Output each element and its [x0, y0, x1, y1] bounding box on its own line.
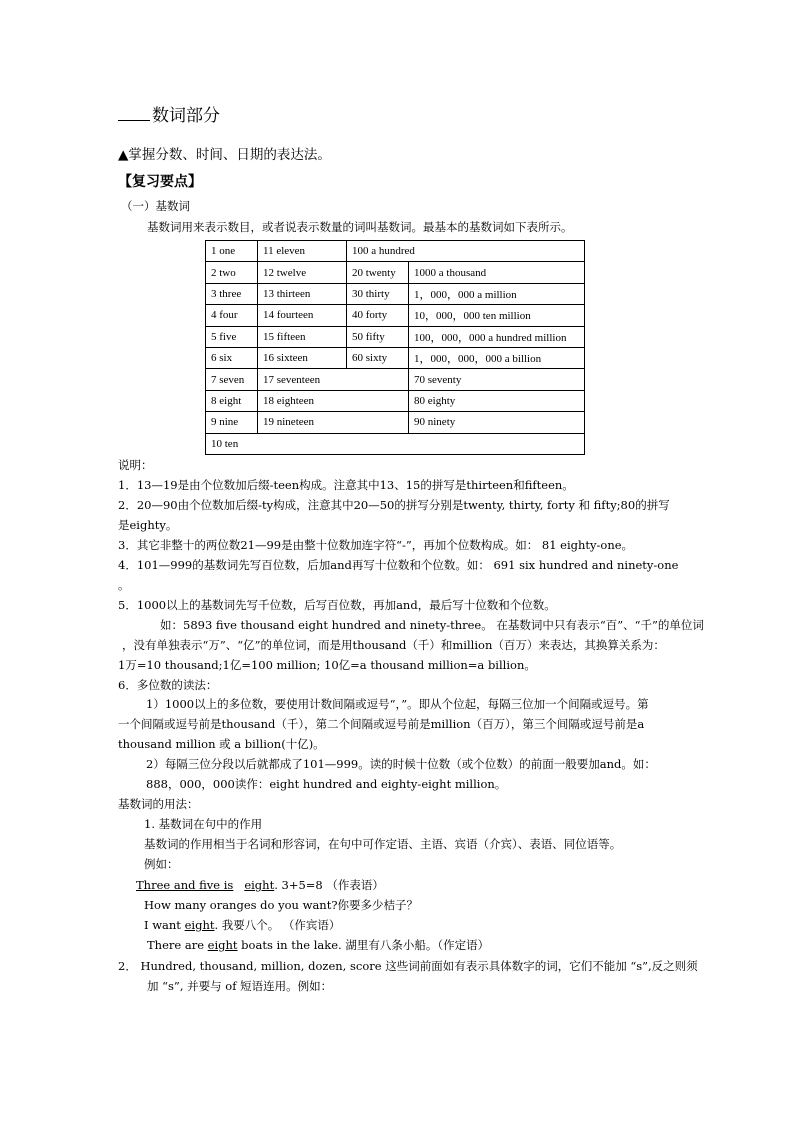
- note-2-line1: 2．20—90由个位数加后缀-ty构成，注意其中20—50的拼写分别是twenty, thirty, forty 和 fifty;80的拼写: [118, 498, 670, 512]
- example-4-rest: boats in the lake. 湖里有八条小船。（作定语）: [237, 938, 490, 952]
- title-text: 数词部分: [152, 106, 220, 126]
- table-cell: 12 twelve: [258, 262, 347, 283]
- example-3-start: I want: [144, 918, 185, 932]
- review-heading: 【复习要点】: [118, 174, 202, 190]
- note-5-line3: 1万=10 thousand;1亿=100 million; 10亿=a thousand million=a billion。: [118, 658, 536, 672]
- note-6-1-line1: 1）1000以上的多位数，要使用计数间隔或逗号“，”。即从个位起，每隔三位加一个间隔或逗号。第: [146, 697, 649, 711]
- table-cell: 14 fourteen: [258, 305, 347, 326]
- example-4-highlight: eight: [207, 938, 238, 952]
- table-row: [206, 390, 585, 411]
- table-cell: 100，000，000 a hundred million: [409, 326, 585, 347]
- note-5-example: 如：5893 five thousand eight hundred and ninety-three。 在基数词中只有表示“百”、“千”的单位词: [160, 618, 704, 632]
- example-1: [136, 878, 384, 892]
- example-1-highlight: eight: [244, 878, 275, 892]
- table-cell: 1 one: [206, 241, 258, 262]
- usage-1-description: 基数词的作用相当于名词和形容词，在句中可作定语、主语、宾语（介宾）、表语、同位语等。: [144, 837, 622, 851]
- example-1-subject: Three and five is: [136, 878, 234, 892]
- table-cell: 90 ninety: [409, 412, 585, 433]
- table-cell: 3 three: [206, 283, 258, 304]
- table-row: [206, 433, 585, 454]
- example-3: [144, 918, 340, 932]
- table-cell: 1，000，000 a million: [409, 283, 585, 304]
- table-cell: 7 seven: [206, 369, 258, 390]
- note-6-1-line3: thousand million 或 a billion(十亿)。: [118, 737, 325, 751]
- table-cell: 6 six: [206, 347, 258, 368]
- usage-heading: 基数词的用法：: [118, 797, 199, 811]
- table-row: [206, 326, 585, 347]
- note-5: 5．1000以上的基数词先写千位数，后写百位数，再加and，最后写十位数和个位数。: [118, 598, 556, 612]
- notes-heading: 说明：: [118, 458, 153, 472]
- intro-paragraph: 基数词用来表示数目，或者说表示数量的词叫基数词。最基本的基数词如下表所示。: [147, 220, 573, 234]
- usage-2-line1: 2． Hundred, thousand, million, dozen, score 这些词前面如有表示具体数字的词，它们不能加 “s”,反之则须: [118, 959, 698, 973]
- table-cell: 70 seventy: [409, 369, 585, 390]
- table-cell: 2 two: [206, 262, 258, 283]
- title-blank: [118, 106, 150, 121]
- usage-1-heading: 1. 基数词在句中的作用: [144, 817, 263, 831]
- table-row: [206, 283, 585, 304]
- table-row: [206, 369, 585, 390]
- table-row: [206, 241, 585, 262]
- table-cell: 30 thirty: [347, 283, 409, 304]
- table-cell: 8 eight: [206, 390, 258, 411]
- table-cell: 60 sixty: [347, 347, 409, 368]
- section-cardinal-heading: （一）基数词: [121, 199, 190, 213]
- page-title: [118, 101, 220, 126]
- table-cell: 4 four: [206, 305, 258, 326]
- note-4-line1: 4．101—999的基数词先写百位数，后加and再写十位数和个位数。如： 691 six hundred and ninety-one: [118, 558, 679, 572]
- note-3: 3．其它非整十的两位数21—99是由整十位数加连字符“-”，再加个位数构成。如： 81 eighty-one。: [118, 538, 634, 552]
- table-cell: 5 five: [206, 326, 258, 347]
- note-5-line2: ，没有单独表示“万”、“亿”的单位词，而是用thousand（千）和million（百万）来表达，其换算关系为：: [122, 638, 665, 652]
- table-row: [206, 412, 585, 433]
- note-6-1-line2: 一个间隔或逗号前是thousand（千），第二个间隔或逗号前是million（百万），第三个间隔或逗号前是a: [118, 717, 645, 731]
- table-cell: 80 eighty: [409, 390, 585, 411]
- example-label: 例如：: [144, 857, 179, 871]
- table-cell: 100 a hundred: [347, 241, 585, 262]
- table-cell: 10 ten: [206, 433, 585, 454]
- table-cell: 9 nine: [206, 412, 258, 433]
- example-3-highlight: eight: [184, 918, 215, 932]
- table-row: [206, 262, 585, 283]
- table-row: [206, 347, 585, 368]
- table-cell: 10，000，000 ten million: [409, 305, 585, 326]
- example-2: How many oranges do you want?你要多少桔子？: [144, 898, 418, 912]
- note-6-2-line1: 2）每隔三位分段以后就都成了101—999。读的时候十位数（或个位数）的前面一般要加and。如：: [146, 757, 656, 771]
- cardinal-number-table: [205, 240, 585, 455]
- note-6-2-line2: 888，000，000读作：eight hundred and eighty-eight million。: [146, 777, 507, 791]
- table-cell: 15 fifteen: [258, 326, 347, 347]
- table-cell: 16 sixteen: [258, 347, 347, 368]
- note-6: 6．多位数的读法：: [118, 678, 218, 692]
- table-cell: 1000 a thousand: [409, 262, 585, 283]
- table-cell: 19 nineteen: [258, 412, 409, 433]
- table-cell: 50 fifty: [347, 326, 409, 347]
- note-1: 1．13—19是由个位数加后缀-teen构成。注意其中13、15的拼写是thirteen和fifteen。: [118, 478, 574, 492]
- note-2-line2: 是eighty。: [118, 518, 178, 532]
- example-4: [147, 938, 489, 952]
- table-cell: 13 thirteen: [258, 283, 347, 304]
- table-cell: 18 eighteen: [258, 390, 409, 411]
- example-1-rest: . 3+5=8 （作表语）: [274, 878, 384, 892]
- table-cell: 1，000，000，000 a billion: [409, 347, 585, 368]
- example-3-rest: . 我要八个。 （作宾语）: [214, 918, 341, 932]
- learning-goal: ▲掌握分数、时间、日期的表达法。: [118, 147, 331, 163]
- table-cell: 40 forty: [347, 305, 409, 326]
- usage-2-line2: 加 “s”, 并要与 of 短语连用。例如：: [147, 979, 333, 993]
- table-row: [206, 305, 585, 326]
- table-cell: 20 twenty: [347, 262, 409, 283]
- table-cell: 17 seventeen: [258, 369, 409, 390]
- note-4-line2: 。: [118, 578, 130, 592]
- table-cell: 11 eleven: [258, 241, 347, 262]
- example-4-start: There are: [147, 938, 208, 952]
